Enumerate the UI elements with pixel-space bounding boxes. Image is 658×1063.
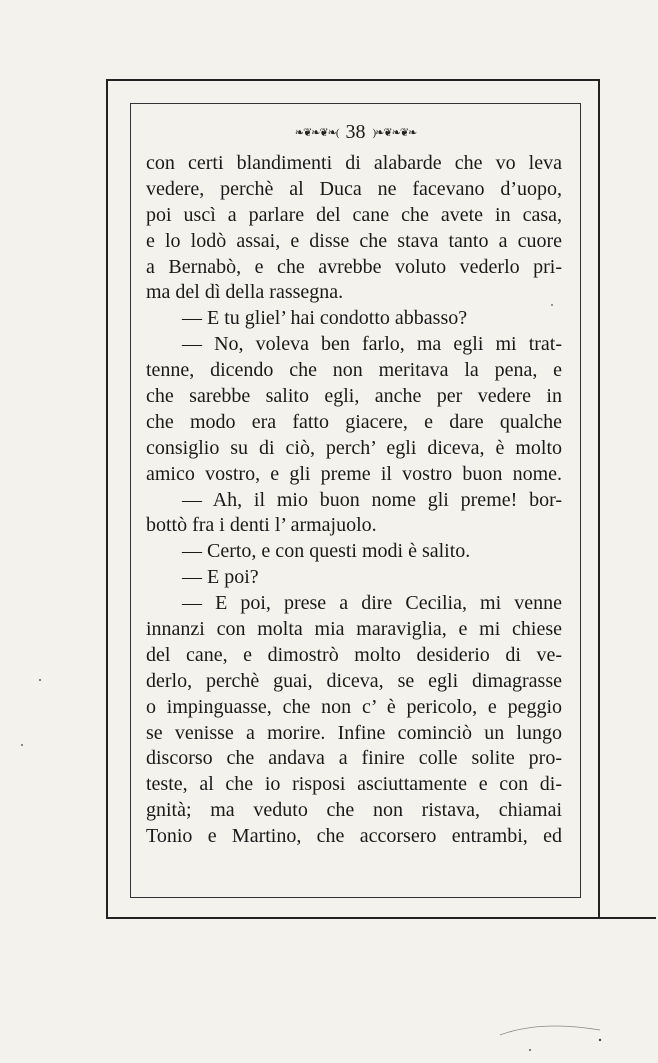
page-number: 38 [345,121,366,143]
outer-border-bottom-rule [106,917,656,919]
speck [21,744,23,746]
text-line: — Certo, e con questi modi è salito. [182,540,471,563]
text-line: — E tu gliel’ hai condotto abbasso? [182,307,468,330]
text-line: amico vostro, e gli preme il vostro buon nome. [146,462,562,485]
text-line: con certi blandimenti di alabarde che vo leva [146,152,562,174]
text-line: teste, al che io risposi asciuttamente e con di- [146,773,562,796]
text-line: gnità; ma veduto che non ristava, chiamai [146,799,562,822]
text-line: a Bernabò, e che avrebbe voluto vederlo pri- [146,255,562,278]
text-line: — Ah, il mio buon nome gli preme! bor- [182,488,562,511]
page-header [130,117,581,148]
speck [599,1039,601,1041]
text-line: e lo lodò assai, e disse che stava tanto a cuore [146,229,562,252]
text-line: poi uscì a parlare del cane che avete in casa, [146,203,562,226]
text-line: che sarebbe salito egli, anche per vedere in [146,385,562,408]
speck [39,679,41,681]
ornament-left: ❧❦❧❦❧( [294,127,339,140]
text-line: bottò fra i denti l’ armajuolo. [146,514,377,537]
text-line: tenne, dicendo che non meritava la pena, e [146,359,562,382]
text-line: che modo era fatto giacere, e dare qualche [146,410,562,433]
text-line: discorso che andava a finire colle solite pro- [146,747,562,770]
text-line: — E poi, prese a dire Cecilia, mi venne [182,592,562,615]
speck [529,1049,531,1051]
text-line: se venisse a morire. Infine cominciò un lungo [146,721,562,744]
ornament-right: )❧❦❧❦❧ [372,127,417,140]
text-line: consiglio su di ciò, perch’ egli diceva, è molto [146,436,562,459]
text-line: — E poi? [182,566,259,589]
text-line: Tonio e Martino, che accorsero entrambi, ed [146,825,562,848]
body-text [146,151,562,850]
text-line: derlo, perchè guai, diceva, se egli dimagrasse [146,669,562,692]
text-line: del cane, e dimostrò molto desiderio di ve- [146,643,562,666]
text-line: innanzi con molta mia maraviglia, e mi chiese [146,618,562,641]
text-line: o impinguasse, che non c’ è pericolo, e peggio [146,695,562,718]
text-line: vedere, perchè al Duca ne facevano d’uopo, [146,177,562,200]
text-line: ma del dì della rassegna. [146,281,344,304]
text-line: — No, voleva ben farlo, ma egli mi trat- [182,333,562,356]
paper-crease [500,1026,600,1035]
